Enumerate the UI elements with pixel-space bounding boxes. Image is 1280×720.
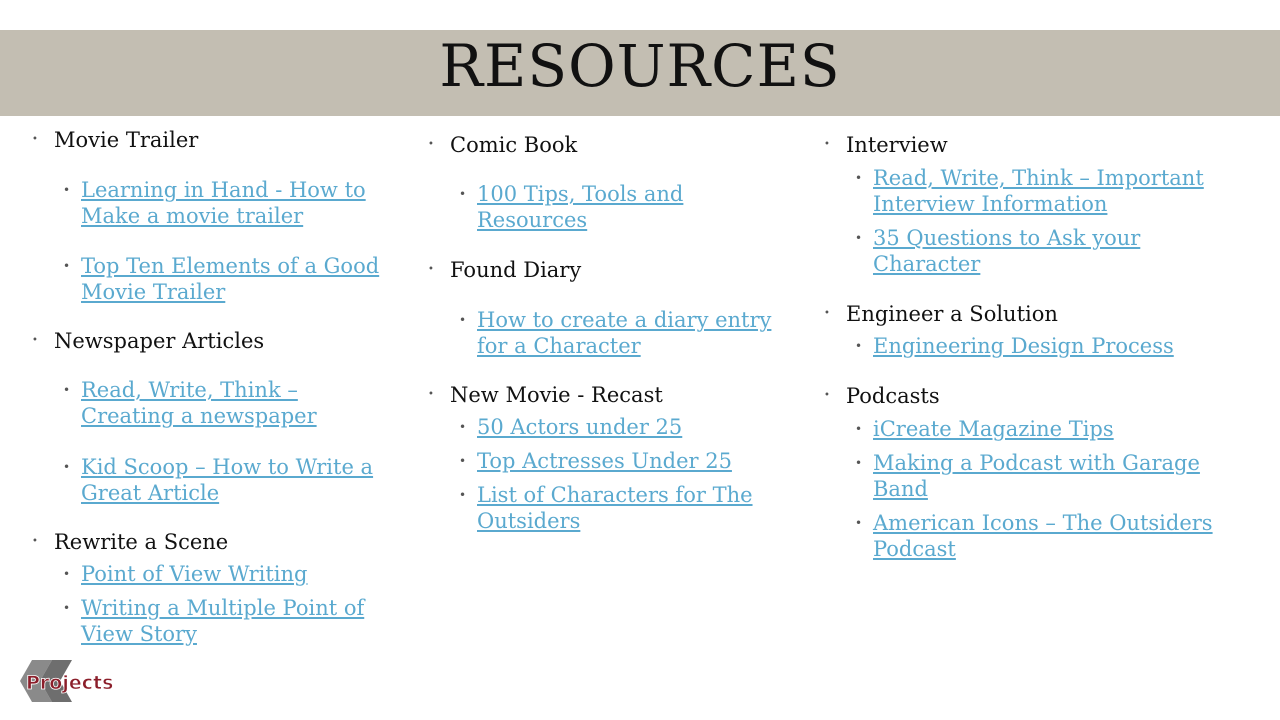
logo-text: Projects xyxy=(26,672,114,694)
section-heading-new-movie-recast: • New Movie - Recast xyxy=(428,383,663,407)
bullet-icon: • xyxy=(63,383,71,397)
link-creating-newspaper[interactable]: • Read, Write, Think – Creating a newspaper xyxy=(63,378,317,428)
bullet-icon: • xyxy=(824,308,830,319)
link-50-actors[interactable]: • 50 Actors under 25 xyxy=(459,415,683,439)
bullet-icon: • xyxy=(428,389,434,400)
bullet-icon: • xyxy=(428,264,434,275)
section-heading-newspaper-articles: • Newspaper Articles xyxy=(32,329,265,353)
bullet-icon: • xyxy=(63,259,71,273)
section-heading-podcasts: • Podcasts xyxy=(824,384,940,408)
slide-title: RESOURCES xyxy=(439,32,841,100)
bullet-icon: • xyxy=(63,567,71,581)
link-point-of-view-writing[interactable]: • Point of View Writing xyxy=(63,562,308,586)
link-learning-in-hand[interactable]: • Learning in Hand - How to Make a movie trailer xyxy=(63,178,366,228)
section-heading-movie-trailer: • Movie Trailer xyxy=(32,128,199,152)
section-heading-found-diary: • Found Diary xyxy=(428,258,582,282)
link-top-actresses[interactable]: • Top Actresses Under 25 xyxy=(459,449,732,473)
bullet-icon: • xyxy=(855,339,863,353)
bullet-icon: • xyxy=(855,231,863,245)
bullet-icon: • xyxy=(855,516,863,530)
section-heading-rewrite-a-scene: • Rewrite a Scene xyxy=(32,530,229,554)
bullet-icon: • xyxy=(428,139,434,150)
section-heading-comic-book: • Comic Book xyxy=(428,133,578,157)
link-multiple-point-of-view[interactable]: • Writing a Multiple Point of View Story xyxy=(63,596,365,646)
link-kid-scoop[interactable]: • Kid Scoop – How to Write a Great Article xyxy=(63,455,374,505)
link-engineering-design-process[interactable]: • Engineering Design Process xyxy=(855,334,1174,358)
bullet-icon: • xyxy=(459,488,467,502)
bullet-icon: • xyxy=(32,335,38,346)
bullet-icon: • xyxy=(855,171,863,185)
bullet-icon: • xyxy=(32,134,38,145)
bullet-icon: • xyxy=(63,601,71,615)
link-100-tips[interactable]: • 100 Tips, Tools and Resources xyxy=(459,182,684,232)
bullet-icon: • xyxy=(855,422,863,436)
link-important-interview-info[interactable]: • Read, Write, Think – Important Interview Information xyxy=(855,166,1204,216)
projects-logo xyxy=(18,658,140,704)
bullet-icon: • xyxy=(459,420,467,434)
link-top-ten-elements[interactable]: • Top Ten Elements of a Good Movie Trailer xyxy=(63,254,380,304)
bullet-icon: • xyxy=(63,460,71,474)
link-diary-entry[interactable]: • How to create a diary entry for a Character xyxy=(459,308,772,358)
link-35-questions[interactable]: • 35 Questions to Ask your Character xyxy=(855,226,1141,276)
bullet-icon: • xyxy=(459,187,467,201)
link-podcast-garage-band[interactable]: • Making a Podcast with Garage Band xyxy=(855,451,1200,501)
bullet-icon: • xyxy=(63,183,71,197)
link-icreate-magazine[interactable]: • iCreate Magazine Tips xyxy=(855,417,1114,441)
section-heading-interview: • Interview xyxy=(824,133,948,157)
link-american-icons[interactable]: • American Icons – The Outsiders Podcast xyxy=(855,511,1213,561)
section-heading-engineer-a-solution: • Engineer a Solution xyxy=(824,302,1058,326)
bullet-icon: • xyxy=(32,536,38,547)
bullet-icon: • xyxy=(855,456,863,470)
bullet-icon: • xyxy=(459,313,467,327)
link-list-of-characters[interactable]: • List of Characters for The Outsiders xyxy=(459,483,753,533)
bullet-icon: • xyxy=(459,454,467,468)
bullet-icon: • xyxy=(824,139,830,150)
bullet-icon: • xyxy=(824,390,830,401)
